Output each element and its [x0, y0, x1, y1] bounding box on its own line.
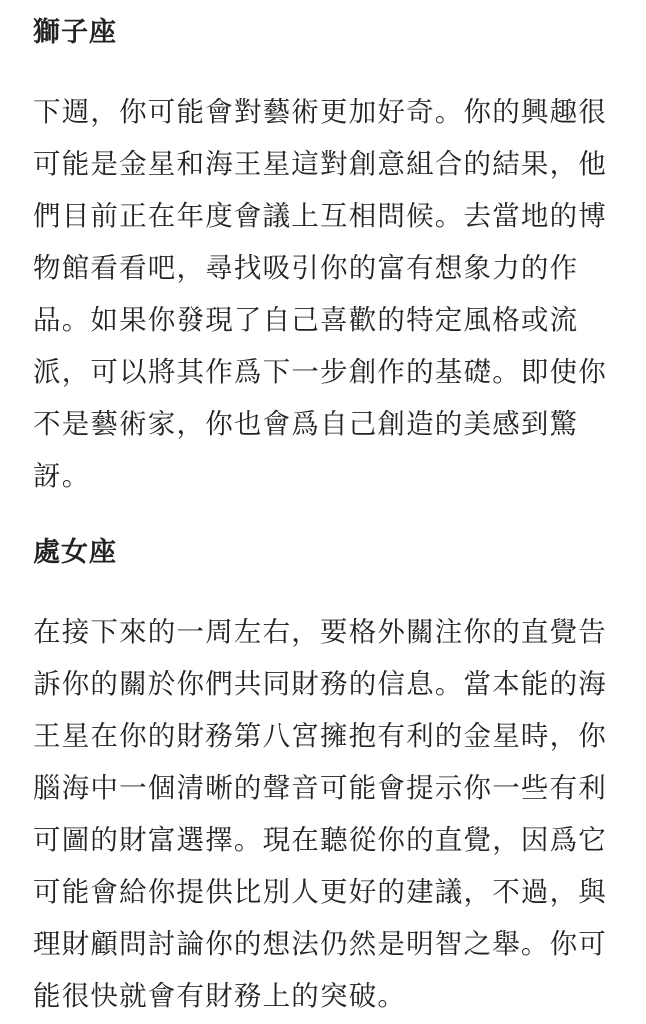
text-line: 們目前正在年度會議上互相問候。去當地的博: [33, 200, 607, 232]
text-line: 王星在你的財務第八宮擁抱有利的金星時，你: [33, 720, 607, 752]
text-line: 理財顧問討論你的想法仍然是明智之舉。你可: [33, 928, 607, 960]
text-line: 可圖的財富選擇。現在聽從你的直覺，因爲它: [33, 824, 607, 856]
text-line: 訝。: [33, 460, 91, 492]
text-line: 下週，你可能會對藝術更加好奇。你的興趣很: [33, 96, 607, 128]
text-line: 物館看看吧，尋找吸引你的富有想象力的作: [33, 252, 579, 284]
section-heading-leo: 獅子座: [33, 17, 117, 48]
text-line: 訴你的關於你們共同財務的信息。當本能的海: [33, 668, 607, 700]
text-line: 派，可以將其作爲下一步創作的基礎。即使你: [33, 356, 607, 388]
text-line: 可能是金星和海王星這對創意組合的結果，他: [33, 148, 607, 180]
text-line: 品。如果你發現了自己喜歡的特定風格或流: [33, 304, 579, 336]
text-line: 在接下來的一周左右，要格外關注你的直覺告: [33, 616, 607, 648]
text-line: 能很快就會有財務上的突破。: [33, 980, 407, 1012]
section-paragraph-virgo: [33, 606, 623, 1022]
text-line: 腦海中一個清晰的聲音可能會提示你一些有利: [33, 772, 607, 804]
section-paragraph-leo: [33, 86, 623, 502]
text-line: 可能會給你提供比別人更好的建議，不過，與: [33, 876, 607, 908]
section-heading-virgo: 處女座: [33, 537, 117, 568]
text-line: 不是藝術家，你也會爲自己創造的美感到驚: [33, 408, 579, 440]
